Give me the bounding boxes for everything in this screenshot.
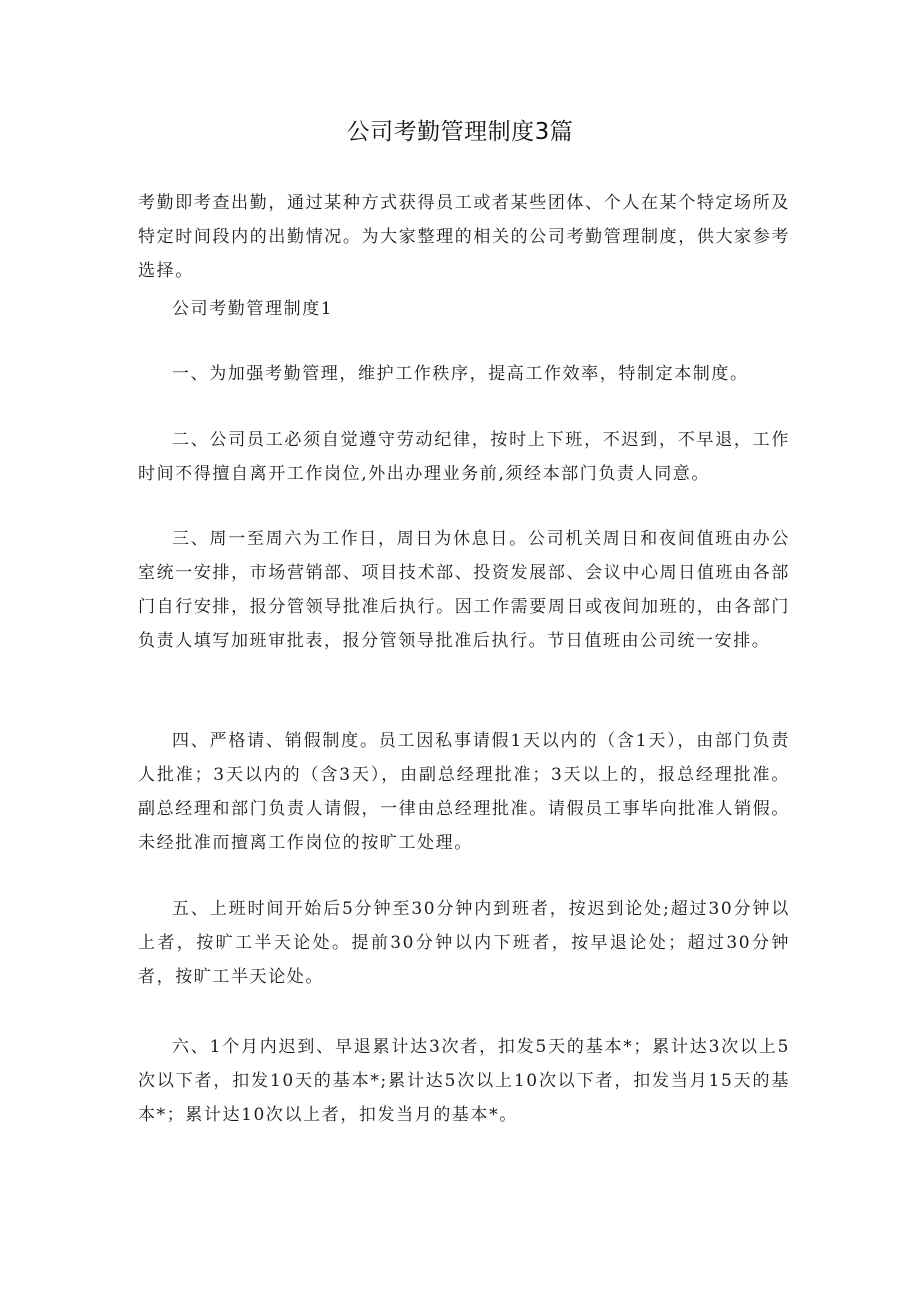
document-title: 公司考勤管理制度3篇 [346, 119, 574, 145]
paragraph-6: 六、1个月内迟到、早退累计达3次者，扣发5天的基本*；累计达3次以上5次以下者，扣发10天的基本*;累计达5次以上10次以下者，扣发当月15天的基本*；累计达10次以上者，扣发当月的基本*。 [138, 1037, 790, 1125]
paragraph-1: 一、为加强考勤管理，维护工作秩序，提高工作效率，特制定本制度。 [172, 364, 749, 384]
paragraph-3: 三、周一至周六为工作日，周日为休息日。公司机关周日和夜间值班由办公室统一安排，市场营销部、项目技术部、投资发展部、会议中心周日值班由各部门自行安排，报分管领导批准后执行。因工作需要周日或夜间加班的，由各部门负责人填写加班审批表，报分管领导批准后执行。节日值班由公司统一安排。 [138, 529, 790, 651]
section-heading: 公司考勤管理制度1 [172, 299, 334, 319]
intro-paragraph: 考勤即考查出勤，通过某种方式获得员工或者某些团体、个人在某个特定场所及特定时间段内的出勤情况。为大家整理的相关的公司考勤管理制度，供大家参考选择。 [138, 193, 790, 281]
paragraph-5: 五、上班时间开始后5分钟至30分钟内到班者，按迟到论处;超过30分钟以上者，按旷工半天论处。提前30分钟以内下班者，按早退论处；超过30分钟者，按旷工半天论处。 [138, 899, 790, 987]
paragraph-2: 二、公司员工必须自觉遵守劳动纪律，按时上下班，不迟到，不早退，工作时间不得擅自离开工作岗位,外出办理业务前,须经本部门负责人同意。 [138, 430, 790, 484]
paragraph-4: 四、严格请、销假制度。员工因私事请假1天以内的（含1天），由部门负责人批准；3天以内的（含3天），由副总经理批准；3天以上的，报总经理批准。副总经理和部门负责人请假，一律由总经理批准。请假员工事毕向批准人销假。未经批准而擅离工作岗位的按旷工处理。 [138, 731, 790, 853]
